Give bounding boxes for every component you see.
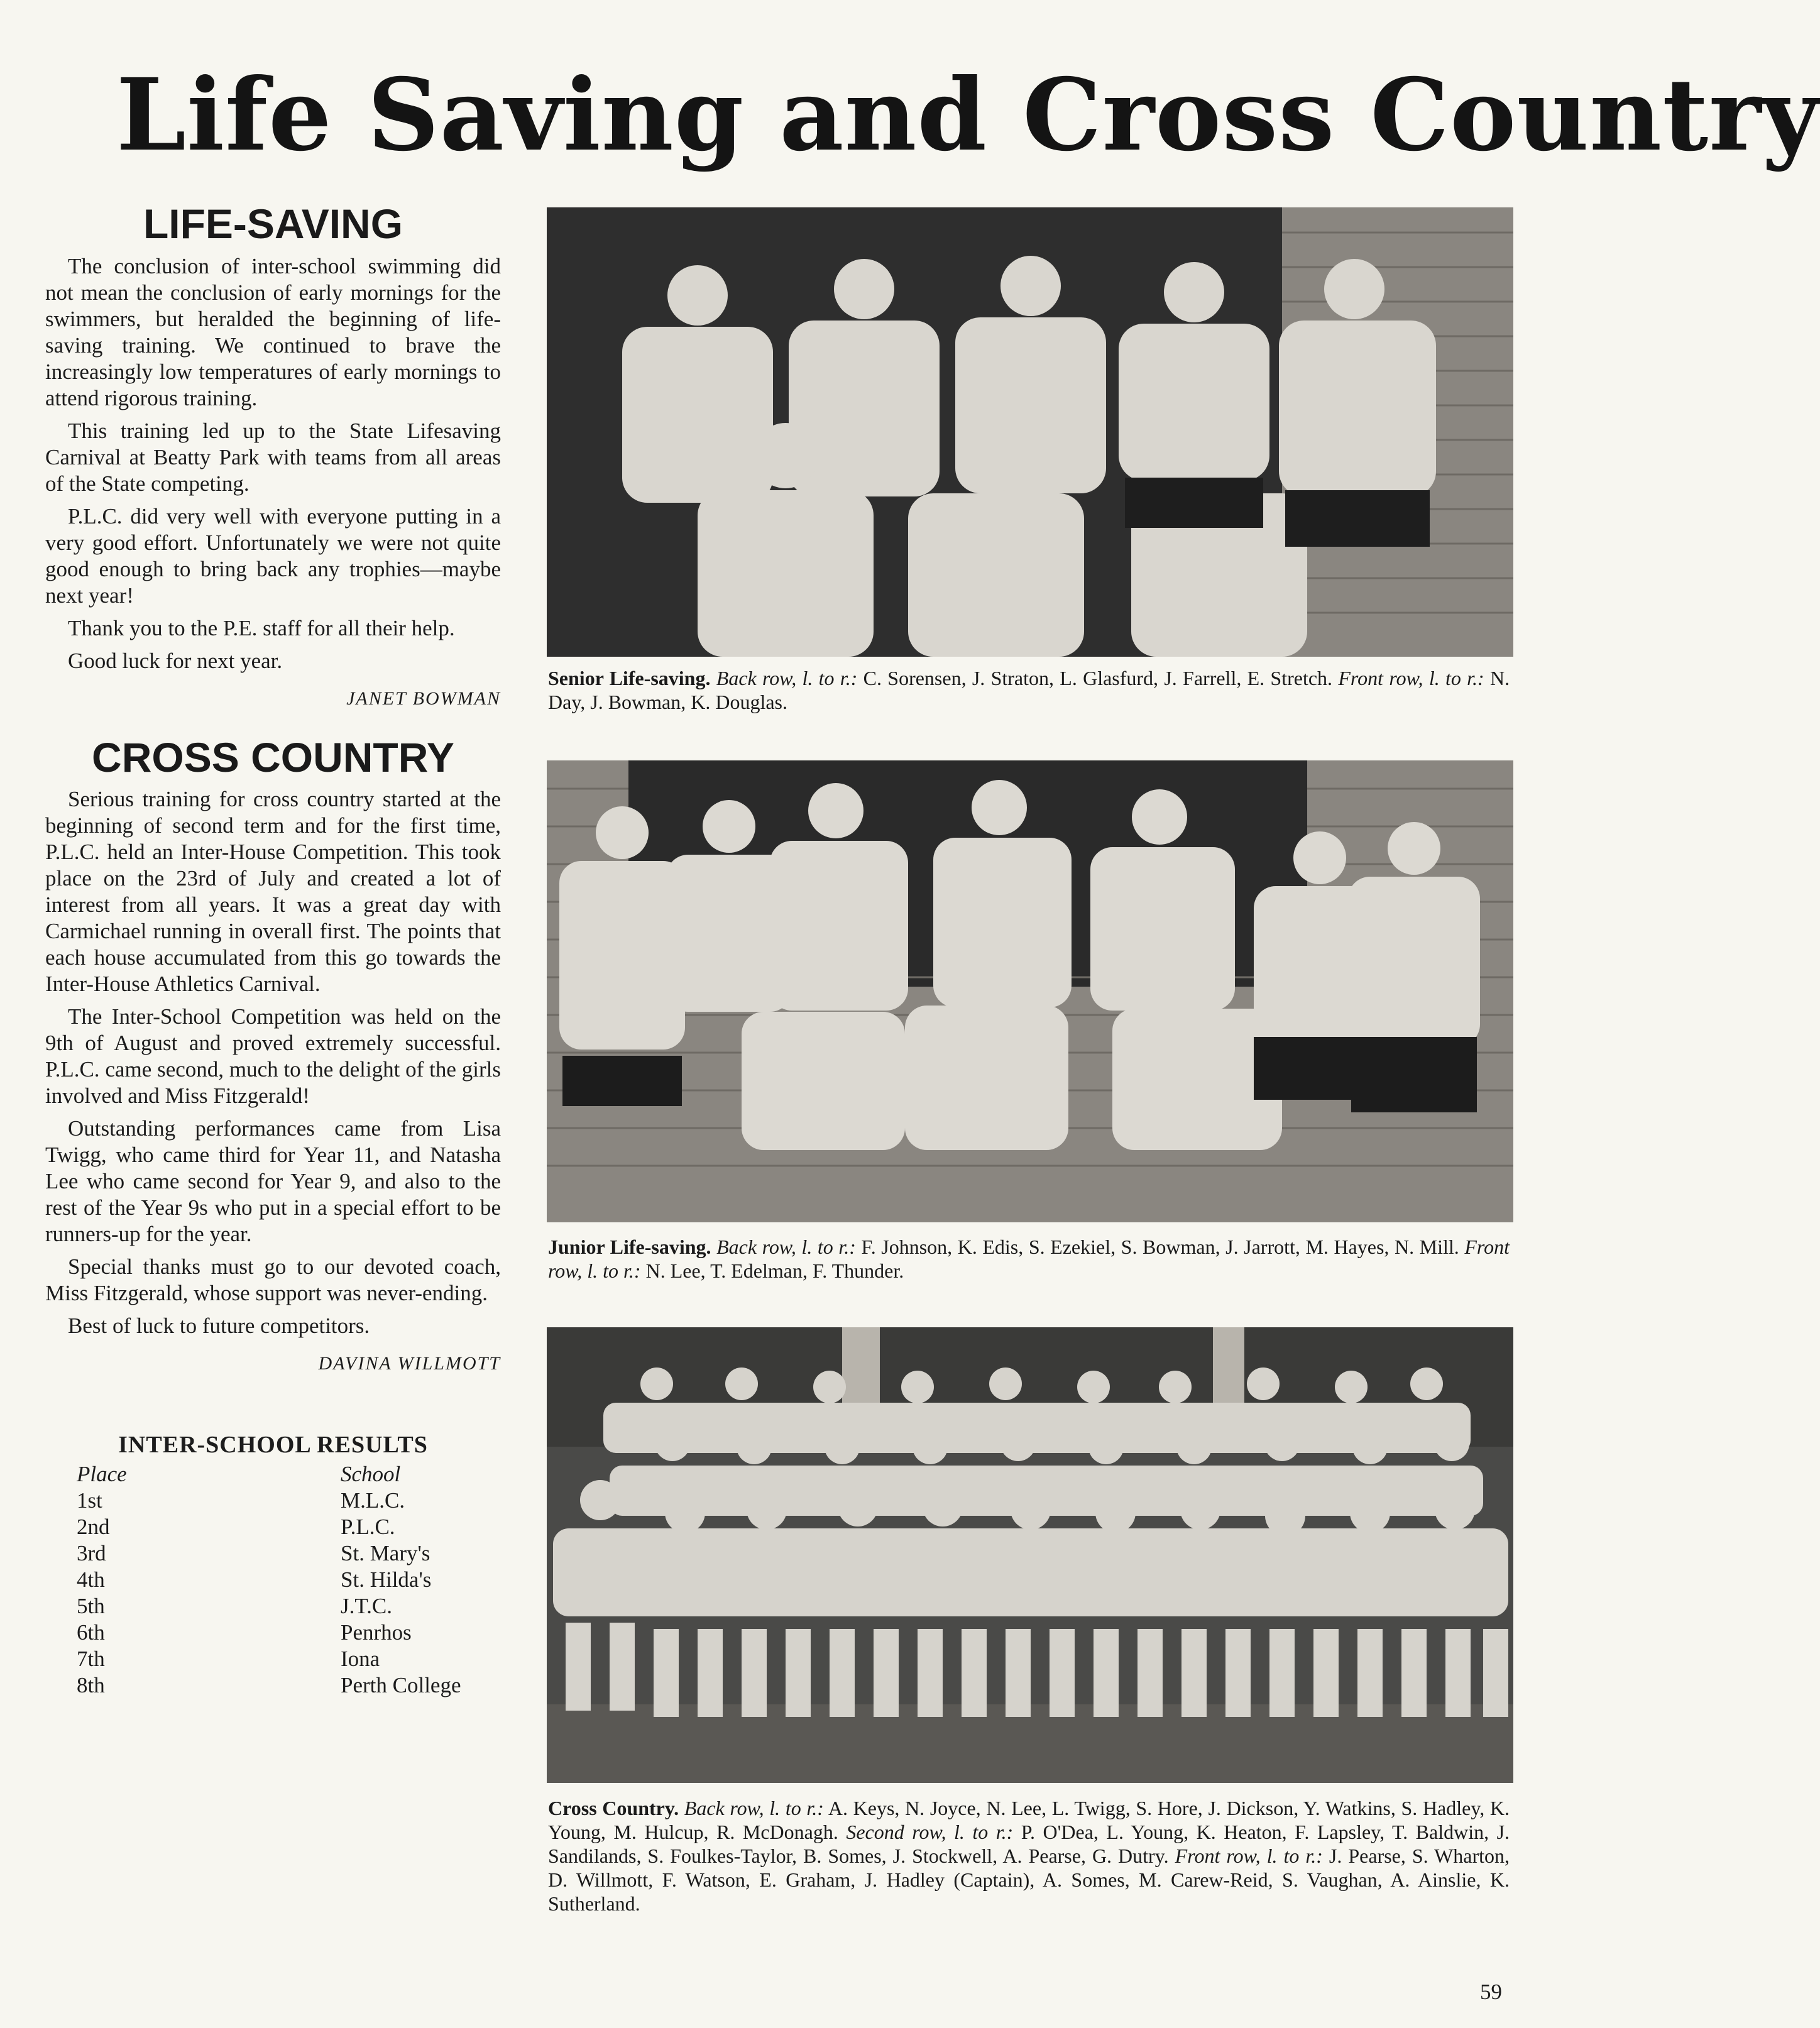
caption-row-label: Back row, l. to r.: (716, 1236, 856, 1258)
table-row (45, 1620, 501, 1646)
life-saving-paragraph: Good luck for next year. (68, 648, 283, 673)
school-cell: Penrhos (341, 1620, 412, 1645)
place-cell: 1st (77, 1488, 102, 1513)
senior-life-saving-caption (548, 666, 1510, 714)
table-row (45, 1514, 501, 1540)
caption-names: F. Johnson, K. Edis, S. Ezekiel, S. Bowman, J. Jarrott, M. Hayes, N. Mill. (861, 1236, 1459, 1258)
junior-life-saving-photo (547, 760, 1513, 1222)
cross-country-paragraph: Special thanks must go to our devoted coach, Miss Fitzgerald, whose support was never-ending. (45, 1254, 501, 1306)
caption-row-label: Front row, l. to r.: (1338, 667, 1484, 689)
table-row (45, 1646, 501, 1672)
junior-life-saving-caption (548, 1235, 1510, 1283)
caption-row-label: Front row, l. to r.: (548, 1236, 1510, 1282)
results-table (45, 1461, 501, 1699)
place-cell: 8th (77, 1673, 105, 1698)
caption-names: P. O'Dea, L. Young, K. Heaton, F. Lapsley, T. Baldwin, J. Sandilands, S. Foulkes-Taylor, B. Somes, J. Stockwell, A. Pearse, G. Dutry. (548, 1821, 1510, 1867)
school-cell: St. Hilda's (341, 1567, 432, 1592)
caption-title: Junior Life-saving. (548, 1236, 711, 1258)
results-heading: INTER-SCHOOL RESULTS (118, 1432, 428, 1459)
caption-names: C. Sorensen, J. Straton, L. Glasfurd, J. Farrell, E. Stretch. (863, 667, 1333, 689)
results-col-school: School (341, 1462, 401, 1487)
caption-names: N. Lee, T. Edelman, F. Thunder. (645, 1259, 904, 1282)
school-cell: Iona (341, 1647, 380, 1672)
life-saving-paragraph: P.L.C. did very well with everyone putting in a very good effort. Unfortunately we were not quite good enough to bring back any trophies—maybe next year! (45, 503, 501, 608)
cross-country-heading: CROSS COUNTRY (92, 733, 454, 781)
cross-country-paragraph: Best of luck to future competitors. (68, 1313, 370, 1339)
table-row (45, 1488, 501, 1514)
caption-title: Cross Country. (548, 1797, 679, 1819)
page-number: 59 (1480, 1980, 1502, 2004)
table-row (45, 1540, 501, 1567)
place-cell: 6th (77, 1620, 105, 1645)
cross-country-caption (548, 1796, 1510, 1916)
cross-country-paragraph: Outstanding performances came from Lisa Twigg, who came third for Year 11, and Natasha Lee who came second for Year 9, and also to the rest of the Year 9s who put in a special effort to be runners-up for the year. (45, 1116, 501, 1247)
cross-country-paragraph: The Inter-School Competition was held on the 9th of August and proved extremely successful. P.L.C. came second, much to the delight of the girls involved and Miss Fitzgerald! (45, 1004, 501, 1109)
cross-country-photo (547, 1327, 1513, 1783)
caption-names: N. Day, J. Bowman, K. Douglas. (548, 667, 1510, 713)
place-cell: 4th (77, 1567, 105, 1592)
school-cell: Perth College (341, 1673, 461, 1698)
caption-names: A. Keys, N. Joyce, N. Lee, L. Twigg, S. Hore, J. Dickson, Y. Watkins, S. Hadley, K. Young, M. Hulcup, R. McDonagh. (548, 1797, 1510, 1843)
cross-country-paragraph: Serious training for cross country started at the beginning of second term and for the first time, P.L.C. held an Inter-House Competition. This took place on the 23rd of July and created a lot of interest from all years. It was a great day with Carmichael running in overall first. The points that each house accumulated from this go towards the Inter-House Athletics Carnival. (45, 787, 501, 997)
place-cell: 5th (77, 1594, 105, 1619)
school-cell: J.T.C. (341, 1594, 392, 1619)
table-row (45, 1567, 501, 1593)
caption-names: J. Pearse, S. Wharton, D. Willmott, F. Watson, E. Graham, J. Hadley (Captain), A. Somes, M. Carew-Reid, S. Vaughan, A. Ainslie, K. Sutherland. (548, 1844, 1510, 1915)
results-header-row (45, 1461, 501, 1488)
life-saving-paragraph: The conclusion of inter-school swimming did not mean the conclusion of early mornings for the swimmers, but heralded the beginning of life-saving training. We continued to brave the increasingly low temperatures of early mornings to attend rigorous training. (45, 253, 501, 410)
cross-country-author: DAVINA WILLMOTT (318, 1353, 501, 1374)
caption-row-label: Back row, l. to r.: (716, 667, 858, 689)
caption-title: Senior Life-saving. (548, 667, 711, 689)
place-cell: 7th (77, 1647, 105, 1672)
school-cell: St. Mary's (341, 1541, 430, 1566)
caption-row-label: Second row, l. to r.: (846, 1821, 1014, 1843)
caption-row-label: Back row, l. to r.: (684, 1797, 824, 1819)
school-cell: P.L.C. (341, 1515, 395, 1540)
place-cell: 3rd (77, 1541, 106, 1566)
school-cell: M.L.C. (341, 1488, 405, 1513)
life-saving-paragraph: Thank you to the P.E. staff for all their help. (68, 615, 455, 640)
place-cell: 2nd (77, 1515, 110, 1540)
page-title: Life Saving and Cross Country (116, 57, 1820, 173)
life-saving-author: JANET BOWMAN (346, 688, 501, 709)
table-row (45, 1593, 501, 1620)
results-col-place: Place (77, 1462, 127, 1487)
left-column (45, 201, 501, 1699)
life-saving-heading: LIFE-SAVING (143, 200, 403, 247)
table-row (45, 1672, 501, 1699)
senior-life-saving-photo (547, 207, 1513, 657)
caption-row-label: Front row, l. to r.: (1175, 1844, 1323, 1867)
life-saving-paragraph: This training led up to the State Lifesaving Carnival at Beatty Park with teams from all areas of the State competing. (45, 418, 501, 496)
